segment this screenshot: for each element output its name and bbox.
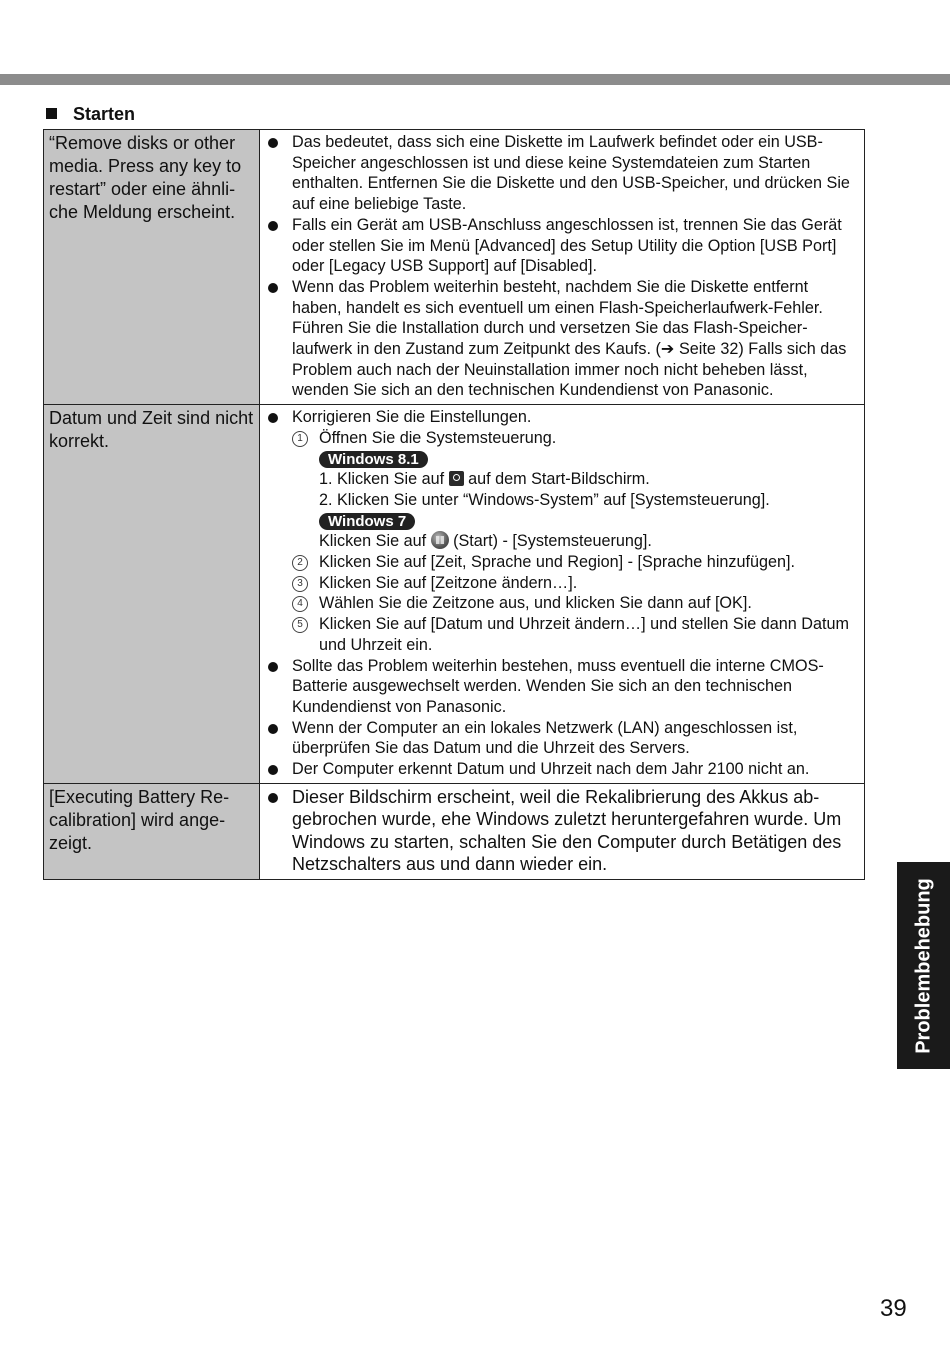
down-arrow-icon [449, 471, 464, 486]
table-row [44, 130, 865, 405]
list-item: Wenn das Problem weiterhin besteht, nachdem Sie die Diskette entfernt haben, handelt es sich eventuell um einen Flash-Speicherlaufwerk-Fehler. Führen Sie die Installation durch und versetzen Sie das Flash-Speicherlaufwerk in den Zustand zum Zeitpunkt des Kaufs. (➔ Seite 32) Falls sich das Problem auch nach der Neuinstallation immer noch nicht beheben lässt, wenden Sie sich an den technischen Kundendienst von Panasonic. [264, 277, 860, 401]
chapter-side-tab [897, 862, 950, 1069]
list-item: Sollte das Problem weiterhin bestehen, muss eventuell die interne CMOS-Batterie ausgewechselt werden. Wenden Sie sich an den technischen Kundendienst von Panasonic. [264, 656, 860, 718]
page-number: 39 [880, 1295, 907, 1322]
win7-line-start: Klicken Sie auf [319, 532, 427, 551]
circled-three-icon: 3 [292, 576, 308, 592]
step-item [292, 552, 860, 573]
step-text: Klicken Sie auf [Zeit, Sprache und Region] - [Sprache hinzufügen]. [319, 553, 796, 572]
circled-four-icon: 4 [292, 596, 308, 612]
problem-cell: Datum und Zeit sind nicht korrekt. [44, 405, 260, 784]
troubleshooting-table [43, 129, 865, 880]
windows-7-badge: Windows 7 [319, 513, 415, 530]
step-list [292, 428, 860, 656]
list-item [264, 407, 860, 655]
windows-81-badge: Windows 8.1 [319, 451, 428, 468]
step-item [292, 428, 860, 552]
win81-line-1-start: 1. Klicken Sie auf [319, 470, 445, 489]
list-item: Falls ein Gerät am USB-Anschluss angeschlossen ist, trennen Sie das Gerät oder stellen Sie im Menü [Advanced] des Setup Utility die Option [USB Port] oder [Legacy USB Support] auf [Disabled]. [264, 215, 860, 277]
solution-list [264, 786, 860, 876]
solution-list [264, 407, 860, 780]
square-bullet-icon [46, 108, 57, 119]
list-item: Dieser Bildschirm erscheint, weil die Rekalibrierung des Akkus abgebrochen wurde, ehe Windows zuletzt heruntergefahren wurde. Um Windows zu starten, schalten Sie den Computer durch Betätigen des Netzschalters aus und dann wieder ein. [264, 786, 860, 876]
step-text: Klicken Sie auf [Datum und Uhrzeit ändern…] und stellen Sie dann Datum und Uhrzeit ein. [319, 615, 849, 654]
win81-line-1 [319, 469, 860, 490]
step-text: Öffnen Sie die Systemsteuerung. [319, 428, 557, 447]
windows-start-orb-icon [431, 531, 449, 549]
win7-line-end: (Start) - [Systemsteuerung]. [453, 532, 652, 551]
list-item-text: Korrigieren Sie die Einstellungen. [292, 408, 532, 427]
circled-one-icon: 1 [292, 431, 308, 447]
table-row [44, 405, 865, 784]
list-item: Wenn der Computer an ein lokales Netzwerk (LAN) angeschlossen ist, überprüfen Sie das Datum und die Uhrzeit des Servers. [264, 718, 860, 759]
side-tab-label: Problembehebung [912, 877, 934, 1054]
step-item [292, 614, 860, 655]
table-row [44, 783, 865, 879]
solution-cell [260, 405, 865, 784]
solution-list [264, 132, 860, 401]
problem-cell: [Executing Battery Recalibration] wird angezeigt. [44, 783, 260, 879]
solution-cell [260, 130, 865, 405]
circled-five-icon: 5 [292, 617, 308, 633]
step-item [292, 573, 860, 594]
win81-line-2: 2. Klicken Sie unter “Windows-System” auf [Systemsteuerung]. [319, 490, 770, 509]
problem-cell: “Remove disks or other media. Press any key to restart” oder eine ähnliche Meldung erscheint. [44, 130, 260, 405]
step-text: Wählen Sie die Zeitzone aus, und klicken Sie dann auf [OK]. [319, 594, 752, 613]
header-bar [0, 74, 950, 85]
solution-cell [260, 783, 865, 879]
list-item: Das bedeutet, dass sich eine Diskette im Laufwerk befindet oder ein USB-Speicher angeschlossen ist und diese keine Systemdateien zum Starten enthalten. Entfernen Sie die Diskette und den USB-Speicher, und drücken Sie auf eine beliebige Taste. [264, 132, 860, 215]
win7-line [319, 531, 860, 552]
circled-two-icon: 2 [292, 555, 308, 571]
step-text: Klicken Sie auf [Zeitzone ändern…]. [319, 573, 578, 592]
section-title: Starten [73, 104, 136, 124]
list-item: Der Computer erkennt Datum und Uhrzeit nach dem Jahr 2100 nicht an. [264, 759, 860, 780]
win81-line-1-end: auf dem Start-Bildschirm. [468, 470, 650, 489]
section-heading [46, 104, 135, 125]
step-item [292, 593, 860, 614]
